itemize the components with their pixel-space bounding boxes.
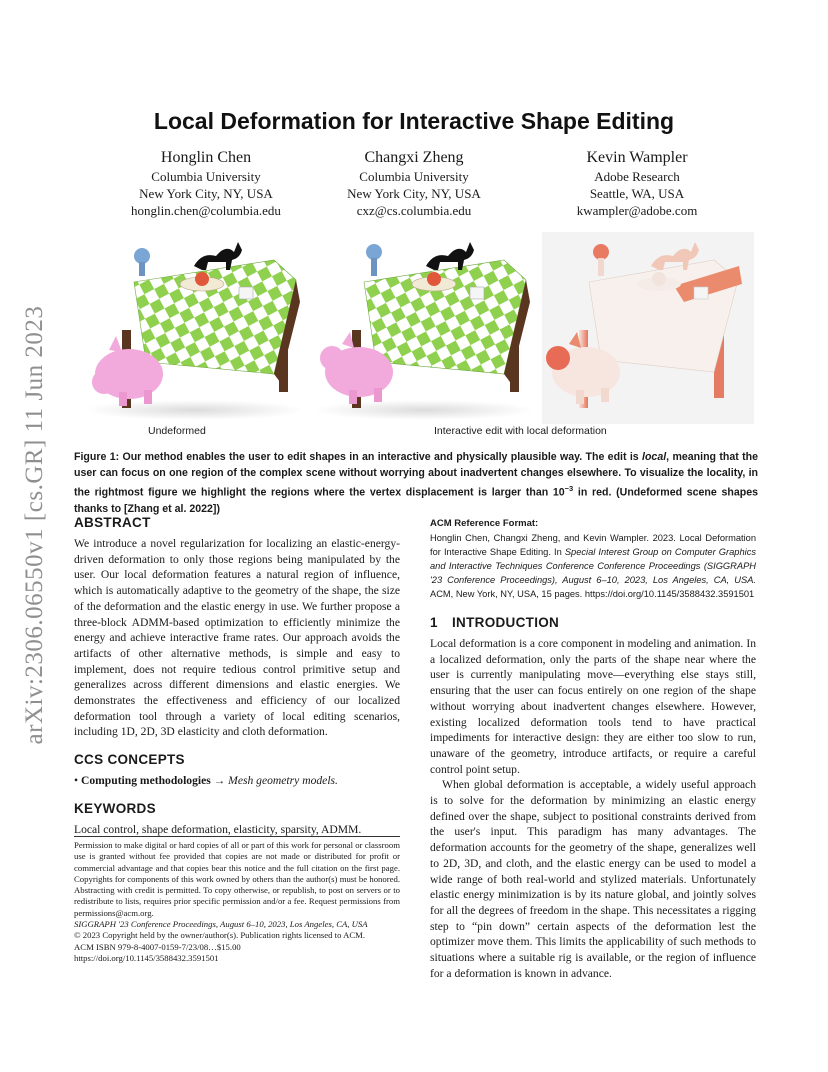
permission-copyright: © 2023 Copyright held by the owner/author(s). Publication rights licensed to ACM. [74,930,366,941]
ccs-concepts [74,773,400,789]
teaser-label-edited: Interactive edit with local deformation [434,425,607,437]
teaser-label-undeformed: Undeformed [148,425,206,437]
author-email[interactable]: cxz@cs.columbia.edu [356,203,472,218]
author-email[interactable]: kwampler@adobe.com [576,203,698,218]
author-location: New York City, NY, USA [347,186,481,201]
permission-text: Permission to make digital or hard copies of all or part of this work for personal or classroom use is granted without fee provided that copies are not made or distributed for profit or commercial advantage and that copies bear this notice and the full citation on the first page. Copyrights for components of this work owned by others than the author(s) must be honored. Abstracting with credit is permitted. To copy otherwise, or republish, to post on servers or to redistribute to lists, requires prior specific permission and/or a fee. Request permissions from permissions@acm.org. [74,840,400,918]
author-affiliation: Columbia University [359,169,469,184]
intro-paragraph-2: When global deformation is acceptable, a widely useful approach is to solve for the deformation by minimizing an elastic energy defined over the shape, subject to positional constraints derived from the user's input. This paradigm has many advantages. The deformation accounts for the geometry of the shape, generalizes well to 2D, 3D, and cloth, and the elastic energy can be used to model a wide range of both real-world and stylized materials. Unfortunately elastic energy minimization is by its nature global, and jointly solves for all the degrees of freedom in the shape. This necessitates a rigging step to “pin down” certain aspects of the deformation lest the optimizer move them. This limits the applicability of such methods to situations where a suitable rig is available, or the region of influence for a deformation is known in advance. [430,778,756,980]
author-location: Seattle, WA, USA [589,186,685,201]
abstract-heading: ABSTRACT [74,515,151,530]
author-name: Changxi Zheng [364,149,464,166]
footnote-rule [74,836,400,837]
paper-title: Local Deformation for Interactive Shape Editing [153,108,675,134]
ccs-bullet: • [74,774,79,788]
left-column [74,515,400,838]
author-email[interactable]: honglin.chen@columbia.edu [131,203,281,218]
introduction-heading [430,615,756,630]
acm-reference-authors: Honglin Chen, Changxi Zheng, and Kevin Wampler. 2023. Local Deformation for Interactive Shape Editing. In [430,533,756,557]
intro-paragraph-1: Local deformation is a core component in modeling and animation. In a localized deformation, only the parts of the shape near where the user is currently manipulating move—everything else stays still, ensuring that the user can focus entirely on one region of the shape without worrying about inadvertent changes elsewhere. However, existing localized deformation tools tend to have practical impediments for interactive design: they are either too slow to run, unaware of the geometry, introduce artifacts, or require a careful control point setup. [430,637,756,776]
keywords-heading: KEYWORDS [74,800,156,816]
author-block-2 [299,148,529,219]
permission-block [74,840,400,964]
permission-doi[interactable]: https://doi.org/10.1145/3588432.3591501 [74,952,219,963]
teaser-figure [74,232,754,424]
author-name: Honglin Chen [160,149,252,166]
author-location: New York City, NY, USA [139,186,273,201]
acm-reference-heading: ACM Reference Format: [430,518,539,529]
caption-middle: , meaning that the user can focus on one region of the complex scene without worrying about inadvertent changes elsewhere. To visualize the locality, in the rightmost figure we highlight the regions where the vertex displacement is larger than 10 [74,451,758,499]
author-name: Kevin Wampler [586,149,688,166]
arxiv-stamp [12,290,58,760]
figure-caption [74,449,758,517]
caption-suffix: in red. (Undeformed scene shapes thanks to [Zhang et al. 2022]) [74,486,758,515]
acm-reference-venue: Special Interest Group on Computer Graphics and Interactive Techniques Conference Conference Proceedings (SIGGRAPH '23 Conference Proceedings), August 6–10, 2023, Los Angeles, CA, USA. [430,547,756,585]
caption-prefix: Figure 1: Our method enables the user to edit shapes in an interactive and physically plausible way. The edit is [74,451,643,463]
author-affiliation: Adobe Research [594,169,680,184]
ccs-heading: CCS CONCEPTS [74,752,185,768]
author-affiliation: Columbia University [151,169,261,184]
acm-reference-publisher: ACM, New York, NY, USA, 15 pages. https://doi.org/10.1145/3588432.3591501 [430,589,755,599]
author-block-3 [522,148,752,219]
caption-emphasis: local [642,451,667,463]
ccs-arrow: → [210,774,229,788]
scene-undeformed [84,242,304,420]
scene-edited [314,242,534,420]
permission-conference: SIGGRAPH '23 Conference Proceedings, August 6–10, 2023, Los Angeles, CA, USA [74,919,368,930]
arxiv-id: arXiv:2306.06550v1 [cs.GR] 11 Jun 2023 [21,305,48,745]
right-column [430,518,756,981]
section-number: 1 [430,615,438,630]
caption-exponent: −3 [564,484,574,493]
ccs-bold: Computing methodologies [80,774,211,788]
ccs-italic: Mesh geometry models. [228,774,338,788]
acm-reference-text [430,531,756,601]
author-block-1 [91,148,321,219]
keywords-text: Local control, shape deformation, elasticity, sparsity, ADMM. [74,822,362,836]
abstract-text: We introduce a novel regularization for localizing an elastic-energy-driven deformation to only those regions being manipulated by the user. Our local deformation features a natural region of influence, which is automatically adaptive to the geometry of the shape, the size of the deformation and the elastic energy in use. We further propose a three-block ADMM-based optimization to efficiently minimize the energy and achieve interactive frame rates. Our approach avoids the artifacts of other alternative methods, is simple and easy to implement, does not require tedious control primitive setup and generalizes across different dimensions and elastic energies. We demonstrates the effectiveness and efficiency of our localized deformation tool through a variety of local editing scenarios, including 1D, 2D, 3D elasticity and cloth deformation. [74,537,400,739]
section-title: INTRODUCTION [452,615,560,630]
permission-isbn: ACM ISBN 979-8-4007-0159-7/23/08…$15.00 [74,941,241,952]
